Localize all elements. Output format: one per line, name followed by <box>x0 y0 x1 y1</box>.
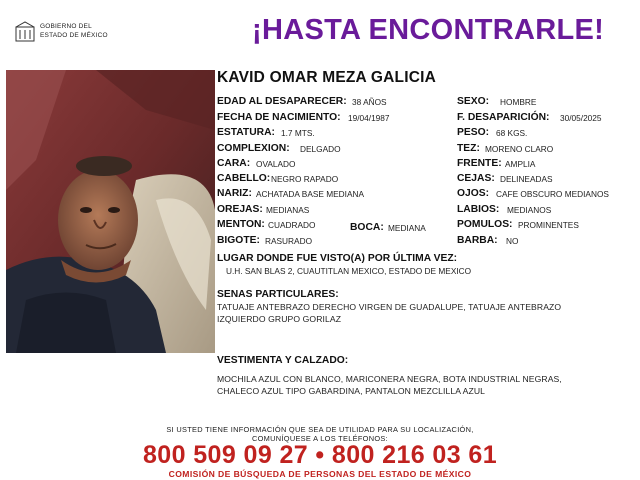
label-vestimenta: VESTIMENTA Y CALZADO: <box>217 355 349 366</box>
label-fecha-desaparicion: F. DESAPARICIÓN: <box>457 112 550 123</box>
label-peso: PESO: <box>457 127 490 138</box>
value-bigote: RASURADO <box>265 236 313 246</box>
label-pomulos: POMULOS: <box>457 219 513 230</box>
label-fecha-nacimiento: FECHA DE NACIMIENTO: <box>217 112 341 123</box>
person-photo-illustration <box>6 70 215 353</box>
government-logo <box>14 20 124 46</box>
value-senas-line2: IZQUIERDO GRUPO GORILAZ <box>217 314 342 324</box>
value-orejas: MEDIANAS <box>266 205 310 215</box>
label-menton: MENTON: <box>217 219 265 230</box>
label-ojos: OJOS: <box>457 188 490 199</box>
value-senas-line1: TATUAJE ANTEBRAZO DERECHO VIRGEN DE GUADALUPE, TATUAJE ANTEBRAZO <box>217 302 562 312</box>
label-boca: BOCA: <box>350 222 384 233</box>
label-complexion: COMPLEXION: <box>217 143 290 154</box>
state-seal-icon <box>14 21 36 43</box>
missing-person-photo <box>6 70 215 353</box>
label-cara: CARA: <box>217 158 251 169</box>
value-pomulos: PROMINENTES <box>518 220 579 230</box>
label-tez: TEZ: <box>457 143 480 154</box>
value-last-seen: U.H. SAN BLAS 2, CUAUTITLAN MEXICO, ESTADO DE MEXICO <box>226 266 472 276</box>
gov-line1: GOBIERNO DEL <box>40 23 92 30</box>
value-ojos: CAFE OBSCURO MEDIANOS <box>496 189 609 199</box>
label-bigote: BIGOTE: <box>217 235 260 246</box>
label-last-seen: LUGAR DONDE FUE VISTO(A) POR ÚLTIMA VEZ: <box>217 253 458 264</box>
label-orejas: OREJAS: <box>217 204 263 215</box>
label-edad: EDAD AL DESAPARECER: <box>217 96 347 107</box>
value-cabello: NEGRO RAPADO <box>271 174 339 184</box>
value-edad: 38 AÑOS <box>352 97 387 107</box>
value-boca: MEDIANA <box>388 223 426 233</box>
label-barba: BARBA: <box>457 235 498 246</box>
headline: ¡HASTA ENCONTRARLE! <box>252 14 605 46</box>
label-estatura: ESTATURA: <box>217 127 275 138</box>
contact-phones: 800 509 09 27 • 800 216 03 61 <box>143 441 497 469</box>
value-sexo: HOMBRE <box>500 97 537 107</box>
label-sexo: SEXO: <box>457 96 490 107</box>
value-peso: 68 KGS. <box>496 128 528 138</box>
value-barba: NO <box>506 236 519 246</box>
value-fecha-desaparicion: 30/05/2025 <box>560 113 602 123</box>
value-cejas: DELINEADAS <box>500 174 553 184</box>
value-vestimenta-line2: CHALECO AZUL TIPO GABARDINA, PANTALON MEZCLILLA AZUL <box>217 386 486 396</box>
value-tez: MORENO CLARO <box>485 144 554 154</box>
label-labios: LABIOS: <box>457 204 500 215</box>
value-estatura: 1.7 MTS. <box>281 128 315 138</box>
value-menton: CUADRADO <box>268 220 316 230</box>
value-complexion: DELGADO <box>300 144 341 154</box>
value-fecha-nacimiento: 19/04/1987 <box>348 113 390 123</box>
label-frente: FRENTE: <box>457 158 502 169</box>
value-vestimenta-line1: MOCHILA AZUL CON BLANCO, MARICONERA NEGRA, BOTA INDUSTRIAL NEGRAS, <box>217 374 562 384</box>
label-cabello: CABELLO: <box>217 173 271 184</box>
label-senas-particulares: SENAS PARTICULARES: <box>217 289 339 300</box>
value-labios: MEDIANOS <box>507 205 552 215</box>
footer-note-line2: COMUNÍQUESE A LOS TELÉFONOS: <box>252 434 388 443</box>
value-frente: AMPLIA <box>505 159 536 169</box>
gov-line2: ESTADO DE MÉXICO <box>40 32 108 39</box>
commission-name: COMISIÓN DE BÚSQUEDA DE PERSONAS DEL ESTADO DE MÉXICO <box>168 469 472 479</box>
label-nariz: NARIZ: <box>217 188 252 199</box>
value-cara: OVALADO <box>256 159 296 169</box>
footer-note-line1: SI USTED TIENE INFORMACIÓN QUE SEA DE UTILIDAD PARA SU LOCALIZACIÓN, <box>166 425 474 434</box>
label-cejas: CEJAS: <box>457 173 495 184</box>
person-name: KAVID OMAR MEZA GALICIA <box>217 69 437 86</box>
value-nariz: ACHATADA BASE MEDIANA <box>256 189 365 199</box>
